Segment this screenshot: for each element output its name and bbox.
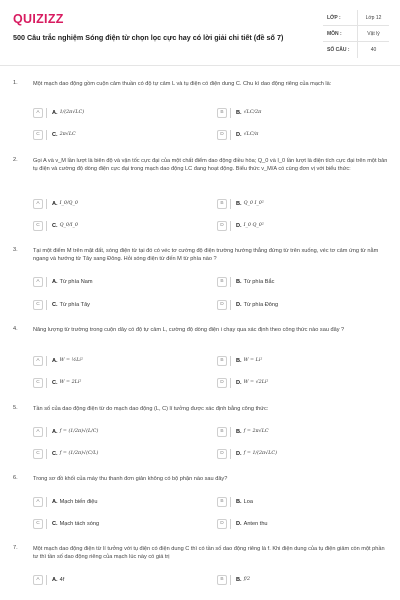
- option-divider: [46, 277, 47, 287]
- option-text: Q_0/I_0: [59, 223, 78, 228]
- option-letter: A: [33, 427, 43, 437]
- option-divider: [46, 497, 47, 507]
- option-label: B.: [236, 428, 242, 435]
- option-divider: [46, 221, 47, 231]
- option-text: f = (1/2π)√(C/L): [59, 451, 99, 456]
- meta-key: LỚP :: [327, 14, 341, 21]
- option-d[interactable]: [217, 517, 268, 530]
- option-letter: B: [217, 356, 227, 366]
- option-label: A.: [52, 278, 58, 285]
- option-b[interactable]: [217, 197, 264, 210]
- option-text: I_0 Q_0²: [243, 223, 264, 228]
- option-label: B.: [236, 200, 242, 207]
- worksheet-title: 500 Câu trắc nghiệm Sóng điện từ chọn lọc cực hay có lời giải chi tiết (đề số 7): [13, 33, 284, 42]
- option-a[interactable]: [33, 425, 98, 438]
- option-b[interactable]: [217, 573, 250, 586]
- option-divider: [230, 277, 231, 287]
- option-text: 2π√LC: [59, 132, 76, 137]
- option-text: f = (1/2π)√(L/C): [59, 429, 99, 434]
- option-label: D.: [236, 301, 242, 308]
- option-text: Từ phía Tây: [59, 301, 90, 308]
- option-text: 4f: [59, 576, 65, 583]
- question-number: 4.: [13, 326, 18, 332]
- meta-value: Vật lý: [357, 26, 389, 41]
- question-number: 6.: [13, 475, 18, 481]
- option-label: A.: [52, 498, 58, 505]
- option-c[interactable]: [33, 219, 78, 232]
- option-a[interactable]: [33, 354, 83, 367]
- option-text: Mạch tách sóng: [59, 520, 100, 527]
- option-label: B.: [236, 109, 242, 116]
- option-label: D.: [236, 222, 242, 229]
- option-divider: [46, 575, 47, 585]
- option-letter: C: [33, 519, 43, 529]
- option-letter: B: [217, 427, 227, 437]
- option-label: D.: [236, 131, 242, 138]
- option-d[interactable]: [217, 298, 278, 311]
- option-text: Từ phía Bắc: [243, 278, 275, 285]
- option-divider: [46, 356, 47, 366]
- question-text: Năng lượng từ trường trong cuộn dây có độ tự cảm L, cường độ dòng điện i chạy qua xác định theo công thức nào sau đây ?: [33, 327, 345, 333]
- option-label: C.: [52, 379, 58, 386]
- option-text: f = 1/(2π√LC): [243, 451, 277, 456]
- option-text: Q_0 I_0²: [243, 201, 264, 206]
- option-label: D.: [236, 379, 242, 386]
- option-b[interactable]: [217, 275, 274, 288]
- option-text: f = 2π√LC: [243, 429, 269, 434]
- option-divider: [230, 497, 231, 507]
- question-text: Tại một điểm M trên mặt đất, sóng điện từ tại đó có véc tơ cường độ điện trường hướng thẳng đứng từ trên xuống, véc tơ cảm ứng từ nằm ngang và hướng từ Tây sang Đông. Hỏi sóng điện từ đến M từ phía nào ?: [33, 248, 379, 262]
- option-divider: [46, 449, 47, 459]
- option-letter: A: [33, 575, 43, 585]
- option-text: Mạch biến điệu: [59, 498, 98, 505]
- option-c[interactable]: [33, 128, 76, 141]
- option-label: D.: [236, 520, 242, 527]
- option-label: A.: [52, 200, 58, 207]
- option-letter: B: [217, 497, 227, 507]
- option-divider: [46, 427, 47, 437]
- option-divider: [46, 130, 47, 140]
- option-letter: D: [217, 221, 227, 231]
- worksheet-header: [0, 0, 400, 66]
- option-c[interactable]: [33, 447, 98, 460]
- meta-value: Lớp 12: [357, 10, 389, 25]
- option-letter: D: [217, 300, 227, 310]
- option-a[interactable]: [33, 573, 64, 586]
- option-divider: [230, 356, 231, 366]
- option-divider: [46, 199, 47, 209]
- question-text: Trong sơ đồ khối của máy thu thanh đơn giản không có bộ phận nào sau đây?: [33, 476, 228, 482]
- option-text: Từ phía Đông: [243, 301, 279, 308]
- option-a[interactable]: [33, 495, 98, 508]
- option-letter: C: [33, 221, 43, 231]
- option-letter: B: [217, 277, 227, 287]
- option-text: Anten thu: [243, 520, 268, 527]
- option-divider: [46, 378, 47, 388]
- question-text: Tần số của dao động điện từ do mạch dao động (L, C) lí tưởng được xác định bằng công thức:: [33, 406, 269, 412]
- option-d[interactable]: [217, 447, 277, 460]
- option-divider: [230, 221, 231, 231]
- option-divider: [46, 300, 47, 310]
- option-b[interactable]: [217, 425, 269, 438]
- option-label: B.: [236, 576, 242, 583]
- option-d[interactable]: [217, 376, 268, 389]
- option-divider: [230, 575, 231, 585]
- meta-key: SỐ CÂU :: [327, 47, 350, 53]
- option-text: 1/(2π√LC): [59, 110, 85, 115]
- question-text: Gọi A và v_M lần lượt là biên độ và vận tốc cực đại của một chất điểm dao động điều hòa; Q_0 và I_0 lần lượt là điện tích cực đại trên một bản tụ điện và cường độ dòng điện cực đại trong mạch dao động LC đang hoạt động. Biểu thức v_M/A có cùng đơn vị với biểu thức:: [33, 158, 388, 172]
- option-letter: B: [217, 575, 227, 585]
- option-divider: [230, 427, 231, 437]
- option-text: √LC/2π: [243, 110, 262, 115]
- option-c[interactable]: [33, 376, 81, 389]
- option-text: W = 2Li²: [59, 380, 82, 385]
- option-b[interactable]: [217, 495, 253, 508]
- option-label: A.: [52, 576, 58, 583]
- option-label: B.: [236, 357, 242, 364]
- option-letter: D: [217, 130, 227, 140]
- meta-value: 40: [357, 42, 389, 58]
- option-letter: C: [33, 378, 43, 388]
- option-text: √LC/π: [243, 132, 259, 137]
- option-letter: B: [217, 199, 227, 209]
- option-letter: A: [33, 199, 43, 209]
- meta-row-class: [323, 10, 389, 26]
- option-letter: D: [217, 449, 227, 459]
- quizizz-logo: QUIZIZZ: [13, 12, 64, 26]
- question-text: Một mạch dao động gồm cuộn cảm thuần có độ tự cảm L và tụ điện có điện dung C. Chu kì dao động riêng của mạch là:: [33, 81, 332, 87]
- option-label: D.: [236, 450, 242, 457]
- option-c[interactable]: [33, 298, 90, 311]
- option-letter: D: [217, 519, 227, 529]
- option-label: C.: [52, 131, 58, 138]
- option-letter: A: [33, 497, 43, 507]
- option-letter: C: [33, 130, 43, 140]
- meta-row-subject: [323, 26, 389, 42]
- meta-key: MÔN :: [327, 30, 342, 37]
- option-letter: A: [33, 356, 43, 366]
- option-c[interactable]: [33, 517, 99, 530]
- option-b[interactable]: [217, 106, 261, 119]
- option-text: W = Li²: [243, 358, 263, 363]
- option-a[interactable]: [33, 197, 78, 210]
- question-number: 3.: [13, 247, 18, 253]
- worksheet-meta-table: [323, 10, 389, 58]
- option-letter: C: [33, 300, 43, 310]
- option-a[interactable]: [33, 275, 93, 288]
- question-text: Một mạch dao động điện từ lí tưởng với tụ điện có điện dung C thì có tần số dao động riêng là f. Khi điện dung của tụ điện giảm còn một phần tư thì tần số dao động riêng của mạch lúc này có giá trị: [33, 546, 385, 560]
- option-divider: [46, 519, 47, 529]
- option-label: A.: [52, 357, 58, 364]
- option-label: B.: [236, 278, 242, 285]
- meta-row-count: [323, 42, 389, 58]
- option-letter: B: [217, 108, 227, 118]
- option-label: C.: [52, 222, 58, 229]
- option-letter: D: [217, 378, 227, 388]
- option-text: W = ½Li²: [59, 358, 83, 363]
- option-text: f/2: [243, 577, 251, 582]
- option-divider: [230, 378, 231, 388]
- question-number: 7.: [13, 545, 18, 551]
- question-number: 5.: [13, 405, 18, 411]
- option-a[interactable]: [33, 106, 84, 119]
- option-label: A.: [52, 428, 58, 435]
- question-number: 1.: [13, 80, 18, 86]
- option-letter: A: [33, 277, 43, 287]
- option-divider: [230, 519, 231, 529]
- option-label: A.: [52, 109, 58, 116]
- option-divider: [230, 449, 231, 459]
- option-text: Loa: [243, 498, 253, 505]
- question-number: 2.: [13, 157, 18, 163]
- option-divider: [46, 108, 47, 118]
- option-b[interactable]: [217, 354, 262, 367]
- option-divider: [230, 300, 231, 310]
- option-text: W = √2Li²: [243, 380, 269, 385]
- option-divider: [230, 108, 231, 118]
- option-text: I_0/Q_0: [59, 201, 78, 206]
- option-letter: A: [33, 108, 43, 118]
- option-divider: [230, 199, 231, 209]
- option-label: C.: [52, 520, 58, 527]
- option-d[interactable]: [217, 128, 258, 141]
- option-text: Từ phía Nam: [59, 278, 93, 285]
- option-d[interactable]: [217, 219, 264, 232]
- option-label: C.: [52, 301, 58, 308]
- option-label: B.: [236, 498, 242, 505]
- option-letter: C: [33, 449, 43, 459]
- option-label: C.: [52, 450, 58, 457]
- option-divider: [230, 130, 231, 140]
